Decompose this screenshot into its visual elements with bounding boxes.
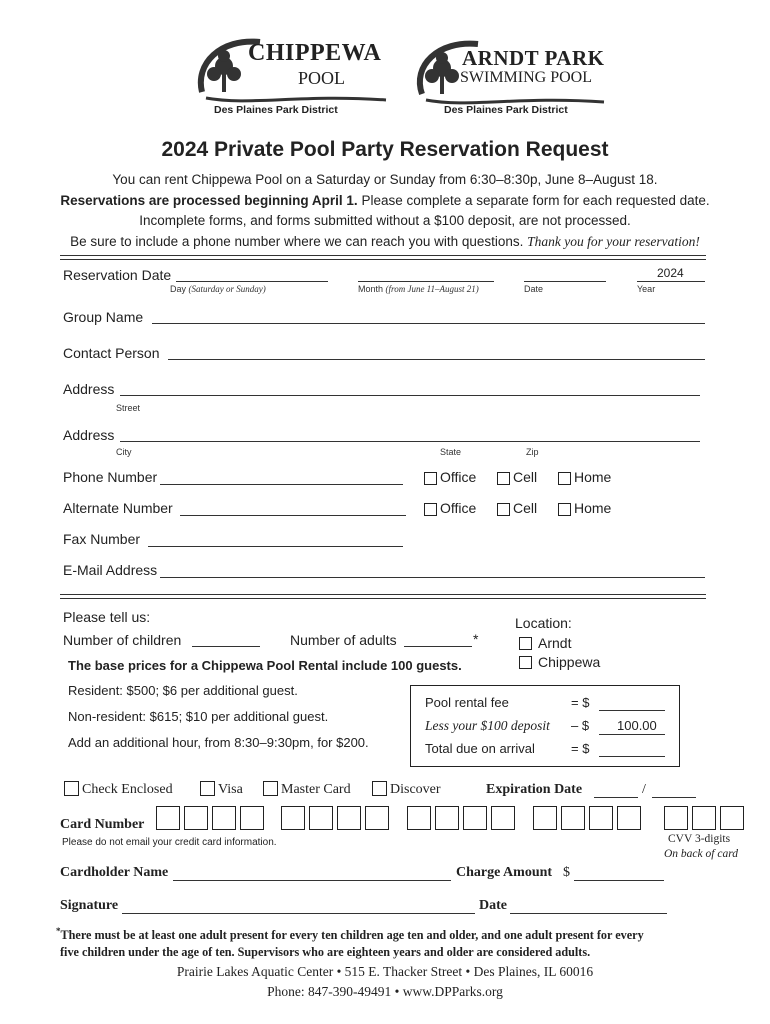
check-enclosed-label: Check Enclosed: [82, 782, 173, 797]
rental-fee-field[interactable]: [599, 710, 665, 711]
card-digit-box[interactable]: [491, 806, 515, 830]
total-field[interactable]: [599, 756, 665, 757]
phone-cell-label: Cell: [513, 469, 538, 485]
phone-cell-checkbox[interactable]: [497, 472, 510, 485]
month-caption: [358, 284, 479, 294]
footnote-line1: [56, 923, 756, 944]
footnote: [56, 923, 756, 961]
chippewa-logo-district: Des Plaines Park District: [214, 104, 338, 116]
month-hint: (from June 11–August 21): [385, 284, 479, 294]
intro-line2-bold: Reservations are processed beginning April 1.: [60, 192, 358, 208]
expiration-label: Expiration Date: [486, 782, 583, 797]
location-chippewa-label: Chippewa: [538, 654, 601, 670]
intro-line3: Incomplete forms, and forms submitted without a $100 deposit, are not processed.: [139, 213, 631, 228]
arndt-logo: [408, 34, 608, 120]
date-label: Date: [479, 898, 507, 913]
footnote-line1-text: There must be at least one adult present for every ten children age ten and older, and one adult present for every: [60, 928, 644, 943]
check-enclosed-checkbox[interactable]: [64, 781, 79, 796]
page-title: 2024 Private Pool Party Reservation Request: [161, 138, 609, 161]
email-field[interactable]: [160, 577, 705, 578]
year-value: 2024: [657, 266, 684, 280]
rental-fee-label: Pool rental fee: [425, 695, 509, 710]
date-field[interactable]: [524, 281, 606, 282]
intro: [0, 170, 770, 252]
card-digit-box[interactable]: [365, 806, 389, 830]
group-name-field[interactable]: [152, 323, 705, 324]
address-label: Address: [63, 381, 115, 397]
exp-separator: /: [642, 782, 646, 797]
adults-field[interactable]: [404, 646, 472, 647]
street-caption: Street: [116, 403, 141, 413]
divider: [60, 598, 706, 599]
tell-us-label: Please tell us:: [63, 609, 151, 625]
cvv-digit-box[interactable]: [720, 806, 744, 830]
charge-amount-label: Charge Amount: [456, 865, 553, 880]
state-caption: State: [440, 447, 462, 457]
day-hint: (Saturday or Sunday): [188, 284, 266, 294]
adults-label: Number of adults: [290, 632, 397, 648]
intro-line4-italic: Thank you for your reservation!: [527, 233, 700, 249]
children-label: Number of children: [63, 632, 182, 648]
total-op: = $: [571, 741, 590, 756]
cvv-note-2: On back of card: [664, 848, 738, 860]
card-digit-box[interactable]: [589, 806, 613, 830]
group-name-label: Group Name: [63, 309, 144, 325]
date-field[interactable]: [510, 913, 667, 914]
footnote-star: *: [56, 926, 61, 936]
cvv-digit-box[interactable]: [664, 806, 688, 830]
card-digit-box[interactable]: [184, 806, 208, 830]
charge-amount-field[interactable]: [574, 880, 664, 881]
phone-office-label: Office: [440, 469, 477, 485]
reservation-date-label: Reservation Date: [63, 267, 172, 283]
chippewa-logo: [190, 34, 390, 120]
city-caption: City: [116, 447, 132, 457]
card-number-label: Card Number: [60, 817, 145, 832]
nonresident-price-text: Non-resident: $615; $10 per additional guest.: [68, 709, 329, 724]
mastercard-label: Master Card: [281, 782, 351, 797]
divider: [60, 255, 706, 256]
intro-line4-text: Be sure to include a phone number where we can reach you with questions.: [70, 233, 528, 249]
arndt-logo-line1: ARNDT PARK: [462, 46, 605, 70]
alt-office-checkbox[interactable]: [424, 503, 437, 516]
cvv-note-1: CVV 3-digits: [668, 833, 731, 845]
signature-label: Signature: [60, 898, 119, 913]
day-caption-text: Day: [170, 284, 187, 294]
card-digit-box[interactable]: [561, 806, 585, 830]
card-digit-box[interactable]: [435, 806, 459, 830]
card-digit-box[interactable]: [240, 806, 264, 830]
divider: [60, 594, 706, 595]
address2-label: Address: [63, 427, 115, 443]
card-digit-box[interactable]: [156, 806, 180, 830]
base-prices-text: The base prices for a Chippewa Pool Rental include 100 guests.: [68, 658, 462, 673]
signature-field[interactable]: [122, 913, 475, 914]
phone-home-checkbox[interactable]: [558, 472, 571, 485]
location-label: Location:: [515, 615, 572, 631]
phone-label: Phone Number: [63, 469, 158, 485]
phone-office-checkbox[interactable]: [424, 472, 437, 485]
deposit-label: Less your $100 deposit: [425, 718, 550, 733]
card-digit-box[interactable]: [533, 806, 557, 830]
cvv-digit-box[interactable]: [692, 806, 716, 830]
visa-label: Visa: [218, 782, 243, 797]
discover-label: Discover: [390, 782, 441, 797]
discover-checkbox[interactable]: [372, 781, 387, 796]
day-field[interactable]: [176, 281, 328, 282]
year-field[interactable]: [637, 281, 705, 282]
intro-line2-rest: Please complete a separate form for each requested date.: [357, 192, 710, 208]
day-caption: [170, 284, 266, 294]
cardholder-label: Cardholder Name: [60, 865, 169, 880]
fax-field[interactable]: [148, 546, 403, 547]
additional-hour-text: Add an additional hour, from 8:30–9:30pm, for $200.: [68, 735, 369, 750]
chippewa-logo-line1: CHIPPEWA: [248, 40, 382, 66]
alt-cell-label: Cell: [513, 500, 538, 516]
location-arndt-checkbox[interactable]: [519, 637, 532, 650]
year-caption: Year: [637, 284, 656, 294]
children-field[interactable]: [192, 646, 260, 647]
city-state-zip-field[interactable]: [120, 441, 700, 442]
intro-line1: You can rent Chippewa Pool on a Saturday or Sunday from 6:30–8:30p, June 8–August 18.: [112, 172, 658, 187]
divider: [60, 259, 706, 260]
location-chippewa-checkbox[interactable]: [519, 656, 532, 669]
alt-office-label: Office: [440, 500, 477, 516]
intro-line2: [0, 191, 770, 212]
location-arndt-label: Arndt: [538, 635, 572, 651]
total-label: Total due on arrival: [425, 741, 535, 756]
alt-home-checkbox[interactable]: [558, 503, 571, 516]
footer-line1: Prairie Lakes Aquatic Center • 515 E. Thacker Street • Des Plaines, IL 60016: [176, 964, 594, 979]
date-caption: Date: [524, 284, 544, 294]
cardholder-field[interactable]: [173, 880, 451, 881]
exp-month-field[interactable]: [594, 797, 638, 798]
alt-cell-checkbox[interactable]: [497, 503, 510, 516]
rental-fee-op: = $: [571, 695, 590, 710]
fax-label: Fax Number: [63, 531, 141, 547]
alt-phone-label: Alternate Number: [63, 500, 173, 516]
card-digit-box[interactable]: [463, 806, 487, 830]
alt-home-label: Home: [574, 500, 612, 516]
contact-person-label: Contact Person: [63, 345, 160, 361]
intro-line4: [0, 232, 770, 253]
phone-field[interactable]: [160, 484, 403, 485]
mastercard-checkbox[interactable]: [263, 781, 278, 796]
chippewa-logo-line2: POOL: [298, 68, 346, 88]
card-digit-box[interactable]: [212, 806, 236, 830]
card-digit-box[interactable]: [337, 806, 361, 830]
no-email-note: Please do not email your credit card information.: [62, 837, 277, 848]
visa-checkbox[interactable]: [200, 781, 215, 796]
month-field[interactable]: [358, 281, 494, 282]
card-digit-box[interactable]: [617, 806, 641, 830]
footnote-line2: five children under the age of ten. Supervisors who are eighteen years and older are considered adults.: [60, 945, 591, 960]
card-digit-box[interactable]: [407, 806, 431, 830]
card-digit-box[interactable]: [309, 806, 333, 830]
phone-home-label: Home: [574, 469, 612, 485]
deposit-value: 100.00: [617, 718, 657, 733]
street-field[interactable]: [120, 395, 700, 396]
card-digit-box[interactable]: [281, 806, 305, 830]
adults-asterisk: *: [473, 631, 479, 647]
arndt-logo-line2: SWIMMING POOL: [460, 69, 592, 86]
alt-phone-field[interactable]: [180, 515, 406, 516]
contact-person-field[interactable]: [168, 359, 705, 360]
email-label: E-Mail Address: [63, 562, 158, 578]
exp-year-field[interactable]: [652, 797, 696, 798]
footer-line2: Phone: 847-390-49491 • www.DPParks.org: [267, 984, 503, 999]
arndt-logo-district: Des Plaines Park District: [444, 104, 568, 116]
fees-box: [410, 685, 680, 767]
zip-caption: Zip: [526, 447, 539, 457]
month-caption-text: Month: [358, 284, 384, 294]
charge-dollar: $: [563, 865, 570, 880]
deposit-field: [599, 734, 665, 735]
deposit-op: – $: [571, 718, 590, 733]
resident-price-text: Resident: $500; $6 per additional guest.: [68, 683, 298, 698]
